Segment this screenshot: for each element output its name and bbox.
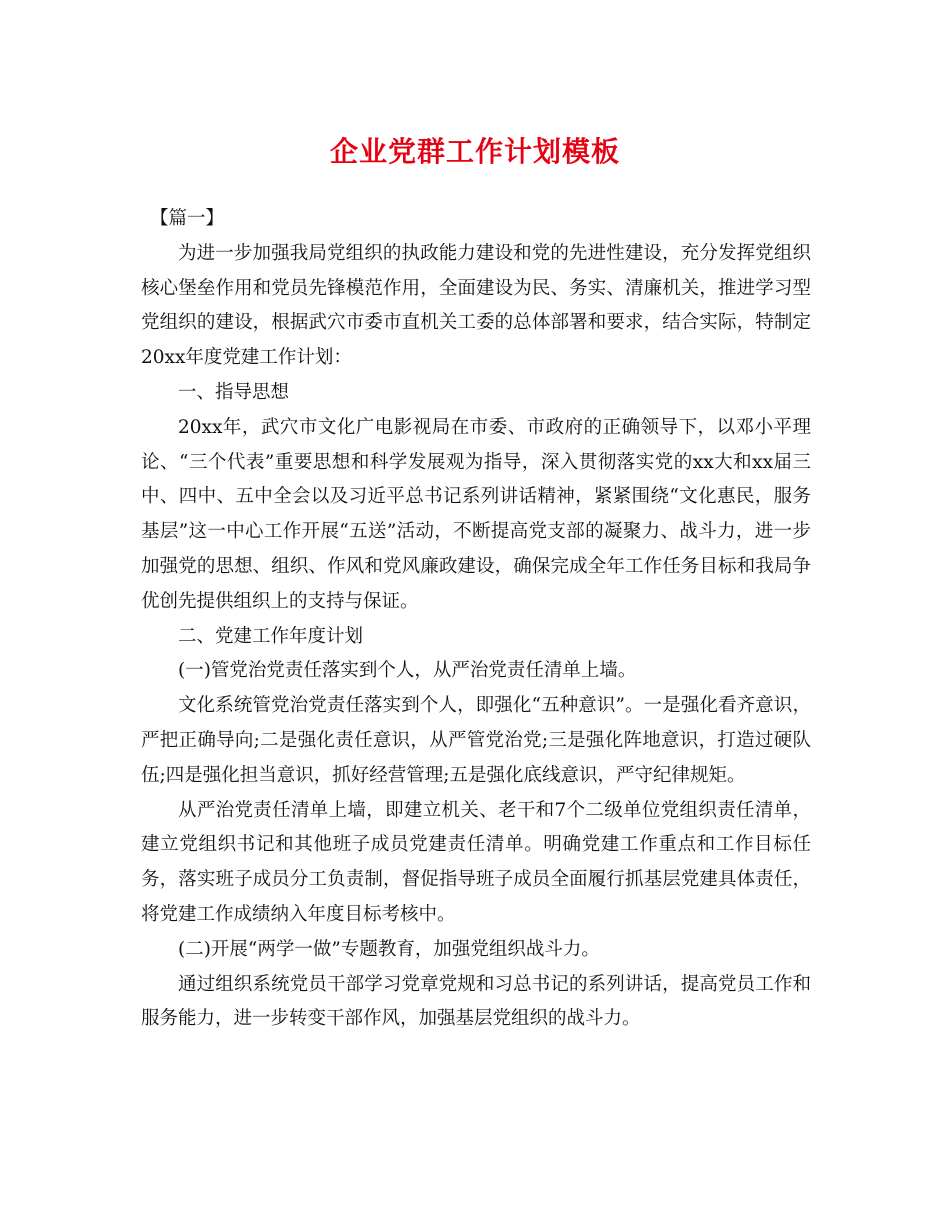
heading-guiding-ideology: 一、指导思想 <box>178 381 290 403</box>
document-body <box>141 202 811 1037</box>
subheading: (一)管党治党责任落实到个人，从严治党责任清单上墙。 <box>178 660 637 682</box>
heading-annual-plan: 二、党建工作年度计划 <box>178 625 364 647</box>
paragraph: 从严治党责任清单上墙，即建立机关、老干和7个二级单位党组织责任清单，建立党组织书记和其他班子成员党建责任清单。明确党建工作重点和工作目标任务，落实班子成员分工负责制，督促指导班子成员全面履行抓基层党建具体责任，将党建工作成绩纳入年度目标考核中。 <box>141 799 811 925</box>
paragraph: 文化系统管党治党责任落实到个人，即强化“五种意识”。一是强化看齐意识，严把正确导向;二是强化责任意识，从严管党治党;三是强化阵地意识，打造过硬队伍;四是强化担当意识，抓好经营管理;五是强化底线意识，严守纪律规矩。 <box>141 695 811 786</box>
document-title: 企业党群工作计划模板 <box>329 135 620 168</box>
paragraph: 为进一步加强我局党组织的执政能力建设和党的先进性建设，充分发挥党组织核心堡垒作用和党员先锋模范作用，全面建设为民、务实、清廉机关，推进学习型党组织的建设，根据武穴市委市直机关工委的总体部署和要求，结合实际，特制定20xx年度党建工作计划： <box>141 242 811 369</box>
subheading: (二)开展“两学一做”专题教育，加强党组织战斗力。 <box>178 938 600 960</box>
paragraph: 通过组织系统党员干部学习党章党规和习总书记的系列讲话，提高党员工作和服务能力，进一步转变干部作风，加强基层党组织的战斗力。 <box>141 973 811 1030</box>
paragraph: 20xx年，武穴市文化广电影视局在市委、市政府的正确领导下，以邓小平理论、“三个代表”重要思想和科学发展观为指导，深入贯彻落实党的xx大和xx届三中、四中、五中全会以及习近平总书记系列讲话精神，紧紧围绕“文化惠民，服务基层”这一中心工作开展“五送”活动，不断提高党支部的凝聚力、战斗力，进一步加强党的思想、组织、作风和党风廉政建设，确保完成全年工作任务目标和我局争优创先提供组织上的支持与保证。 <box>141 416 811 612</box>
section-heading: 【篇一】 <box>150 208 225 229</box>
